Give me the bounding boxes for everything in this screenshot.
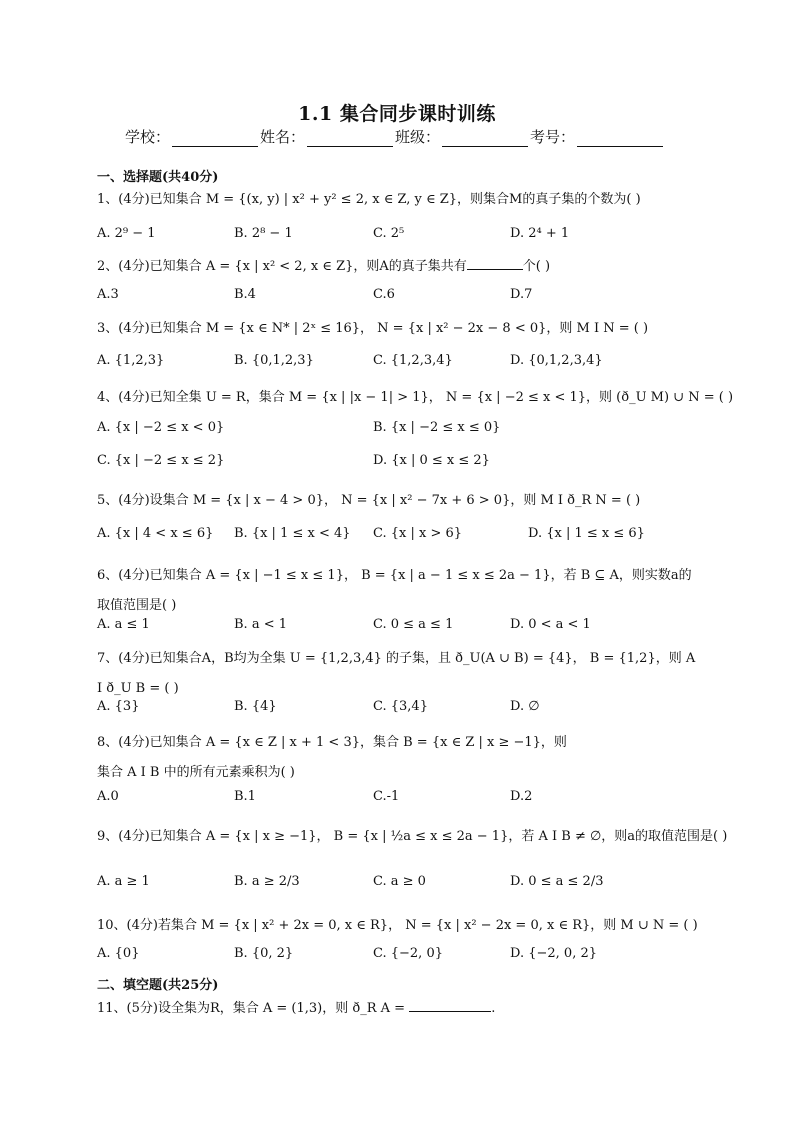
question-8-stem: 8、(4分)已知集合 A = {x ∈ Z | x + 1 < 3}，集合 B = {x ∈ Z | x ≥ −1}，则集合 A I B 中的所有元素乘积为( ) xyxy=(97,735,567,780)
question-3-options xyxy=(97,353,717,371)
option-d: D. {0,1,2,3,4} xyxy=(510,353,603,368)
option-c: C. 2⁵ xyxy=(373,226,405,241)
answer-blank xyxy=(467,257,523,270)
school-blank xyxy=(172,132,258,147)
option-a: A. a ≤ 1 xyxy=(97,617,150,632)
question-3-stem: 3、(4分)已知集合 M = {x ∈ N* | 2ˣ ≤ 16}， N = {x | x² − 2x − 8 < 0}，则 M I N = ( ) xyxy=(97,321,649,336)
option-d: D. {−2, 0, 2} xyxy=(510,946,598,961)
question-4-stem: 4、(4分)已知全集 U = R，集合 M = {x | |x − 1| > 1}， N = {x | −2 ≤ x < 1}，则 (ð_U M) ∪ N = ( ) xyxy=(97,390,734,405)
option-c: C. {x | −2 ≤ x ≤ 2} xyxy=(97,453,225,468)
option-a: A.3 xyxy=(97,287,119,302)
section-heading-choice: 一、选择题(共40分) xyxy=(97,170,219,185)
question-10-options xyxy=(97,946,717,964)
option-a: A. {x | 4 < x ≤ 6} xyxy=(97,526,214,541)
school-label: 学校： xyxy=(125,128,171,146)
option-b: B. 2⁸ − 1 xyxy=(234,226,293,241)
option-a: A. {3} xyxy=(97,699,140,714)
exam-number-label: 考号： xyxy=(530,128,576,146)
option-c: C.-1 xyxy=(373,789,400,804)
option-c: C. 0 ≤ a ≤ 1 xyxy=(373,617,454,632)
question-4-options-row1 xyxy=(97,420,717,438)
question-6-stem: 6、(4分)已知集合 A = {x | −1 ≤ x ≤ 1}， B = {x | a − 1 ≤ x ≤ 2a − 1}，若 B ⊆ A，则实数a的取值范围是( ) xyxy=(97,568,692,613)
section-heading-fill-in: 二、填空题(共25分) xyxy=(97,978,219,993)
name-blank xyxy=(307,132,393,147)
question-1-stem: 1、(4分)已知集合 M = {(x, y) | x² + y² ≤ 2, x ∈ Z, y ∈ Z}，则集合M的真子集的个数为( ) xyxy=(97,192,641,207)
option-a: A. a ≥ 1 xyxy=(97,874,150,889)
class-blank xyxy=(442,132,528,147)
option-b: B. a ≥ 2/3 xyxy=(234,874,300,889)
option-a: A. {1,2,3} xyxy=(97,353,165,368)
class-label: 班级： xyxy=(395,128,441,146)
option-a: A. {0} xyxy=(97,946,140,961)
question-4-options-row2 xyxy=(97,453,717,471)
option-a: A.0 xyxy=(97,789,119,804)
option-c: C. {−2, 0} xyxy=(373,946,443,961)
question-1-options xyxy=(97,226,717,244)
option-d: D. 2⁴ + 1 xyxy=(510,226,570,241)
option-d: D.7 xyxy=(510,287,533,302)
option-d: D. 0 < a < 1 xyxy=(510,617,591,632)
option-a: A. {x | −2 ≤ x < 0} xyxy=(97,420,225,435)
option-b: B. {4} xyxy=(234,699,277,714)
question-7-stem: 7、(4分)已知集合A，B均为全集 U = {1,2,3,4} 的子集，且 ð_U(A ∪ B) = {4}， B = {1,2}，则 A I ð_U B = ( ) xyxy=(97,651,696,696)
question-8-options xyxy=(97,789,717,807)
question-5-stem: 5、(4分)设集合 M = {x | x − 4 > 0}， N = {x | x² − 7x + 6 > 0}，则 M I ð_R N = ( ) xyxy=(97,493,641,508)
question-5-options xyxy=(97,526,717,544)
option-b: B. {x | 1 ≤ x < 4} xyxy=(234,526,351,541)
option-b: B. {0, 2} xyxy=(234,946,294,961)
student-info-line xyxy=(125,126,685,147)
question-10-stem: 10、(4分)若集合 M = {x | x² + 2x = 0, x ∈ R}， N = {x | x² − 2x = 0, x ∈ R}，则 M ∪ N = ( ) xyxy=(97,918,698,933)
question-2-stem-part2: 个( ) xyxy=(522,259,551,274)
question-2-stem-part1: 2、(4分)已知集合 A = {x | x² < 2, x ∈ Z}，则A的真子集共有 xyxy=(97,259,467,274)
option-b: B. a < 1 xyxy=(234,617,287,632)
name-label: 姓名： xyxy=(260,128,306,146)
question-2-stem xyxy=(97,255,550,274)
option-b: B.1 xyxy=(234,789,256,804)
question-9-stem: 9、(4分)已知集合 A = {x | x ≥ −1}， B = {x | ½a ≤ x ≤ 2a − 1}，若 A I B ≠ ∅，则a的取值范围是( ) xyxy=(97,829,728,844)
question-7-options xyxy=(97,699,717,717)
answer-blank xyxy=(409,999,491,1012)
question-11-stem xyxy=(97,997,495,1016)
exam-number-blank xyxy=(577,132,663,147)
question-11-stem-part2: . xyxy=(491,1001,496,1016)
question-9-options xyxy=(97,874,717,892)
question-11-stem-part1: 11、(5分)设全集为R，集合 A = (1,3)，则 ð_R A = xyxy=(97,1001,406,1016)
option-c: C. a ≥ 0 xyxy=(373,874,426,889)
option-b: B. {x | −2 ≤ x ≤ 0} xyxy=(373,420,501,435)
option-d: D. ∅ xyxy=(510,699,540,714)
option-c: C. {x | x > 6} xyxy=(373,526,463,541)
option-a: A. 2⁹ − 1 xyxy=(97,226,156,241)
option-c: C.6 xyxy=(373,287,395,302)
option-b: B.4 xyxy=(234,287,256,302)
option-d: D. {x | 0 ≤ x ≤ 2} xyxy=(373,453,490,468)
option-c: C. {1,2,3,4} xyxy=(373,353,453,368)
option-c: C. {3,4} xyxy=(373,699,428,714)
page-title: 1.1 集合同步课时训练 xyxy=(298,103,496,125)
question-6-options xyxy=(97,617,717,635)
option-b: B. {0,1,2,3} xyxy=(234,353,314,368)
question-2-options xyxy=(97,287,717,305)
option-d: D. {x | 1 ≤ x ≤ 6} xyxy=(528,526,645,541)
option-d: D. 0 ≤ a ≤ 2/3 xyxy=(510,874,604,889)
option-d: D.2 xyxy=(510,789,533,804)
